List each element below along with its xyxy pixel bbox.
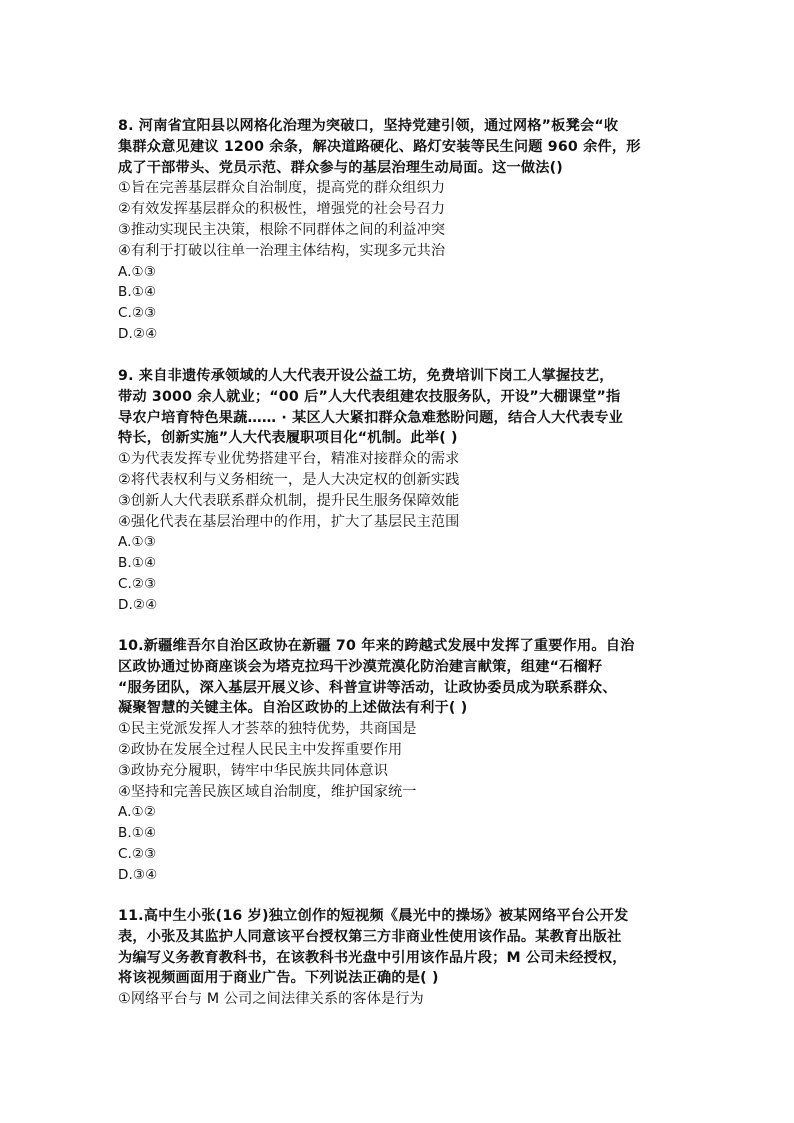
statement-4: ④坚持和完善民族区域自治制度，维护国家统一: [118, 783, 417, 800]
question-8: [118, 116, 684, 345]
question-stem-line: 带动 3000 余人就业；“00 后”人大代表组建农技服务队，开设”大棚课堂”指: [118, 388, 621, 405]
question-stem-line: 表，小张及其监护人同意该平台授权第三方非商业性使用该作品。某教育出版社: [118, 928, 622, 945]
question-stem-line: 8. 河南省宜阳县以网格化治理为突破口，坚持党建引领，通过网格”板凳会“收: [118, 118, 619, 134]
choice-c: C.②③: [118, 845, 157, 862]
question-stem-line: 将该视频画面用于商业广告。下列说法正确的是( ): [118, 970, 439, 987]
statement-4: ④强化代表在基层治理中的作用，扩大了基层民主范围: [118, 513, 460, 530]
statement-3: ③政协充分履职，铸牢中华民族共同体意识: [118, 762, 388, 779]
question-stem-line: 特长，创新实施”人大代表履职项目化“机制。此举( ): [118, 430, 458, 447]
question-stem-line: “服务团队，深入基层开展义诊、科普宣讲等活动，让政协委员成为联系群众、: [118, 679, 617, 696]
statement-1: ①网络平台与 M 公司之间法律关系的客体是行为: [118, 991, 424, 1008]
statement-1: ①民主党派发挥人才荟萃的独特优势，共商国是: [118, 721, 417, 738]
statement-4: ④有利于打破以往单一治理主体结构，实现多元共治: [118, 242, 446, 259]
choice-c: C.②③: [118, 575, 157, 592]
statement-2: ②有效发挥基层群众的积极性，增强党的社会号召力: [118, 201, 446, 218]
choice-b: B.①④: [118, 284, 157, 301]
choice-b: B.①④: [118, 555, 157, 572]
choice-d: D.③④: [118, 866, 158, 883]
choice-c: C.②③: [118, 305, 157, 322]
question-stem-line: 集群众意见建议 1200 余条，解决道路硬化、路灯安装等民生问题 960 余件，形: [118, 138, 641, 155]
statement-3: ③创新人大代表联系群众机制，提升民生服务保障效能: [118, 492, 460, 509]
choice-d: D.②④: [118, 596, 158, 613]
question-stem-line: 9. 来自非遗传承领域的人大代表开设公益工坊，免费培训下岗工人掌握技艺，: [118, 368, 614, 384]
statement-2: ②将代表权利与义务相统一，是人大决定权的创新实践: [118, 471, 460, 488]
choice-a: A.①③: [118, 263, 156, 280]
question-stem-line: 区政协通过协商座谈会为塔克拉玛干沙漠荒漠化防治建言献策，组建“石榴籽: [118, 658, 603, 675]
choice-a: A.①②: [118, 804, 156, 821]
question-10: [118, 636, 684, 886]
choice-d: D.②④: [118, 325, 158, 342]
question-stem-line: 凝聚智慧的关键主体。自治区政协的上述做法有利于( ): [118, 700, 468, 717]
question-stem-line: 成了干部带头、党员示范、群众参与的基层治理生动局面。这一做法(): [118, 159, 563, 176]
question-stem-line: 11.高中生小张(16 岁)独立创作的短视频《晨光中的操场》被某网络平台公开发: [118, 908, 629, 924]
question-stem-line: 为编写义务教育教科书，在该教科书光盘中引用该作品片段；M 公司未经授权，: [118, 949, 627, 966]
question-stem-line: 10.新疆维吾尔自治区政协在新疆 70 年来的跨越式发展中发挥了重要作用。自治: [118, 638, 635, 654]
question-stem-line: 导农户培育特色果蔬…… · 某区人大紧扣群众急难愁盼问题，结合人大代表专业: [118, 409, 624, 426]
statement-1: ①旨在完善基层群众自治制度，提高党的群众组织力: [118, 180, 446, 197]
choice-a: A.①③: [118, 534, 156, 551]
statement-3: ③推动实现民主决策，根除不同群体之间的利益冲突: [118, 221, 446, 238]
question-11: [118, 906, 684, 1010]
question-9: [118, 366, 684, 616]
choice-b: B.①④: [118, 825, 157, 842]
statement-2: ②政协在发展全过程人民民主中发挥重要作用: [118, 741, 403, 758]
statement-1: ①为代表发挥专业优势搭建平台，精准对接群众的需求: [118, 451, 460, 468]
